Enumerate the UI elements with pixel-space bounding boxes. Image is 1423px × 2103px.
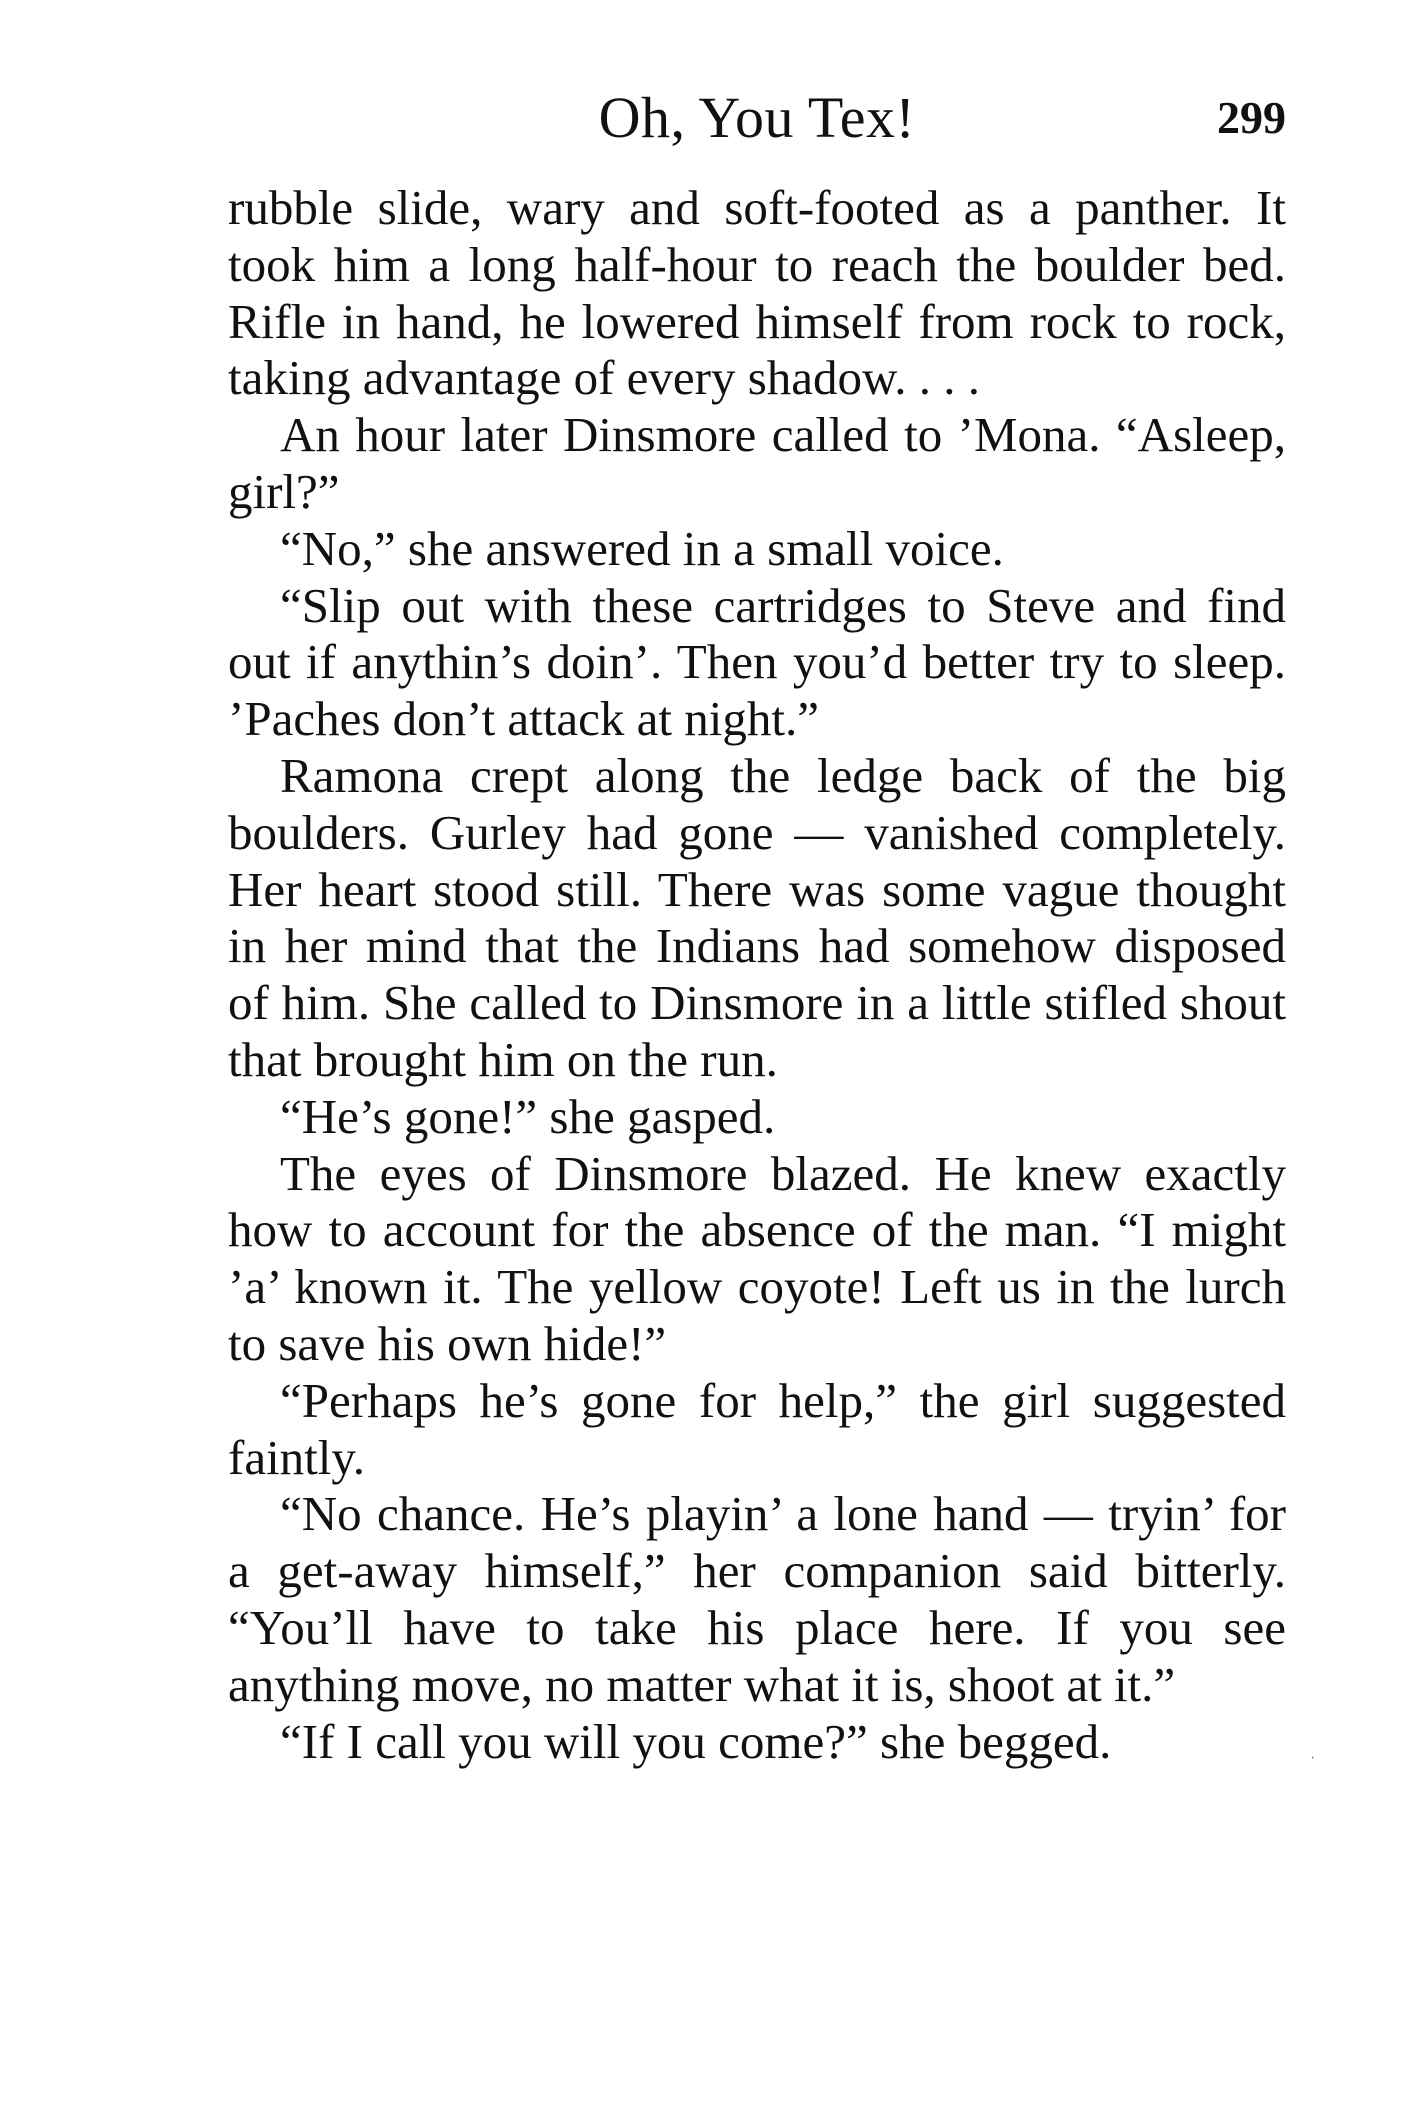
- paragraph: “He’s gone!” she gasped.: [280, 1088, 776, 1144]
- paragraph: “No,” she answered in a small voice.: [280, 520, 1004, 576]
- paragraph: An hour later Dinsmore called to ’Mona. “Asleep, girl?”: [228, 407, 1286, 519]
- body-text: [228, 180, 1286, 1770]
- running-title: Oh, You Tex!: [598, 85, 916, 150]
- paragraph: Ramona crept along the ledge back of the big boulders. Gurley had gone — vanished completely. Her heart stood still. There was some vague thought in her mind that the Indians had somehow disposed of him. She called to Dinsmore in a little stifled shout that brought him on the run.: [228, 747, 1286, 1087]
- paragraph: “If I call you will you come?” she begged.: [280, 1713, 1112, 1769]
- paragraph: The eyes of Dinsmore blazed. He knew exactly how to account for the absence of the man. “I might ’a’ known it. The yellow coyote! Left us in the lurch to save his own hide!”: [228, 1145, 1286, 1371]
- paragraph: rubble slide, wary and soft-footed as a panther. It took him a long half-hour to reach the boulder bed. Rifle in hand, he lowered himself from rock to rock, taking advantage of every shadow. . . .: [228, 180, 1286, 406]
- margin-speck: ·: [1310, 1750, 1316, 1767]
- running-head: [228, 78, 1286, 158]
- page-number: 299: [1217, 92, 1286, 143]
- paragraph: “Slip out with these cartridges to Steve and find out if anythin’s doin’. Then you’d better try to sleep. ’Paches don’t attack at night.”: [228, 577, 1286, 747]
- paragraph: “Perhaps he’s gone for help,” the girl suggested faintly.: [228, 1372, 1286, 1485]
- paragraph: “No chance. He’s playin’ a lone hand — tryin’ for a get-away himself,” her companion said bitterly. “You’ll have to take his place here. If you see anything move, no matter what it is, shoot at it.”: [228, 1486, 1286, 1712]
